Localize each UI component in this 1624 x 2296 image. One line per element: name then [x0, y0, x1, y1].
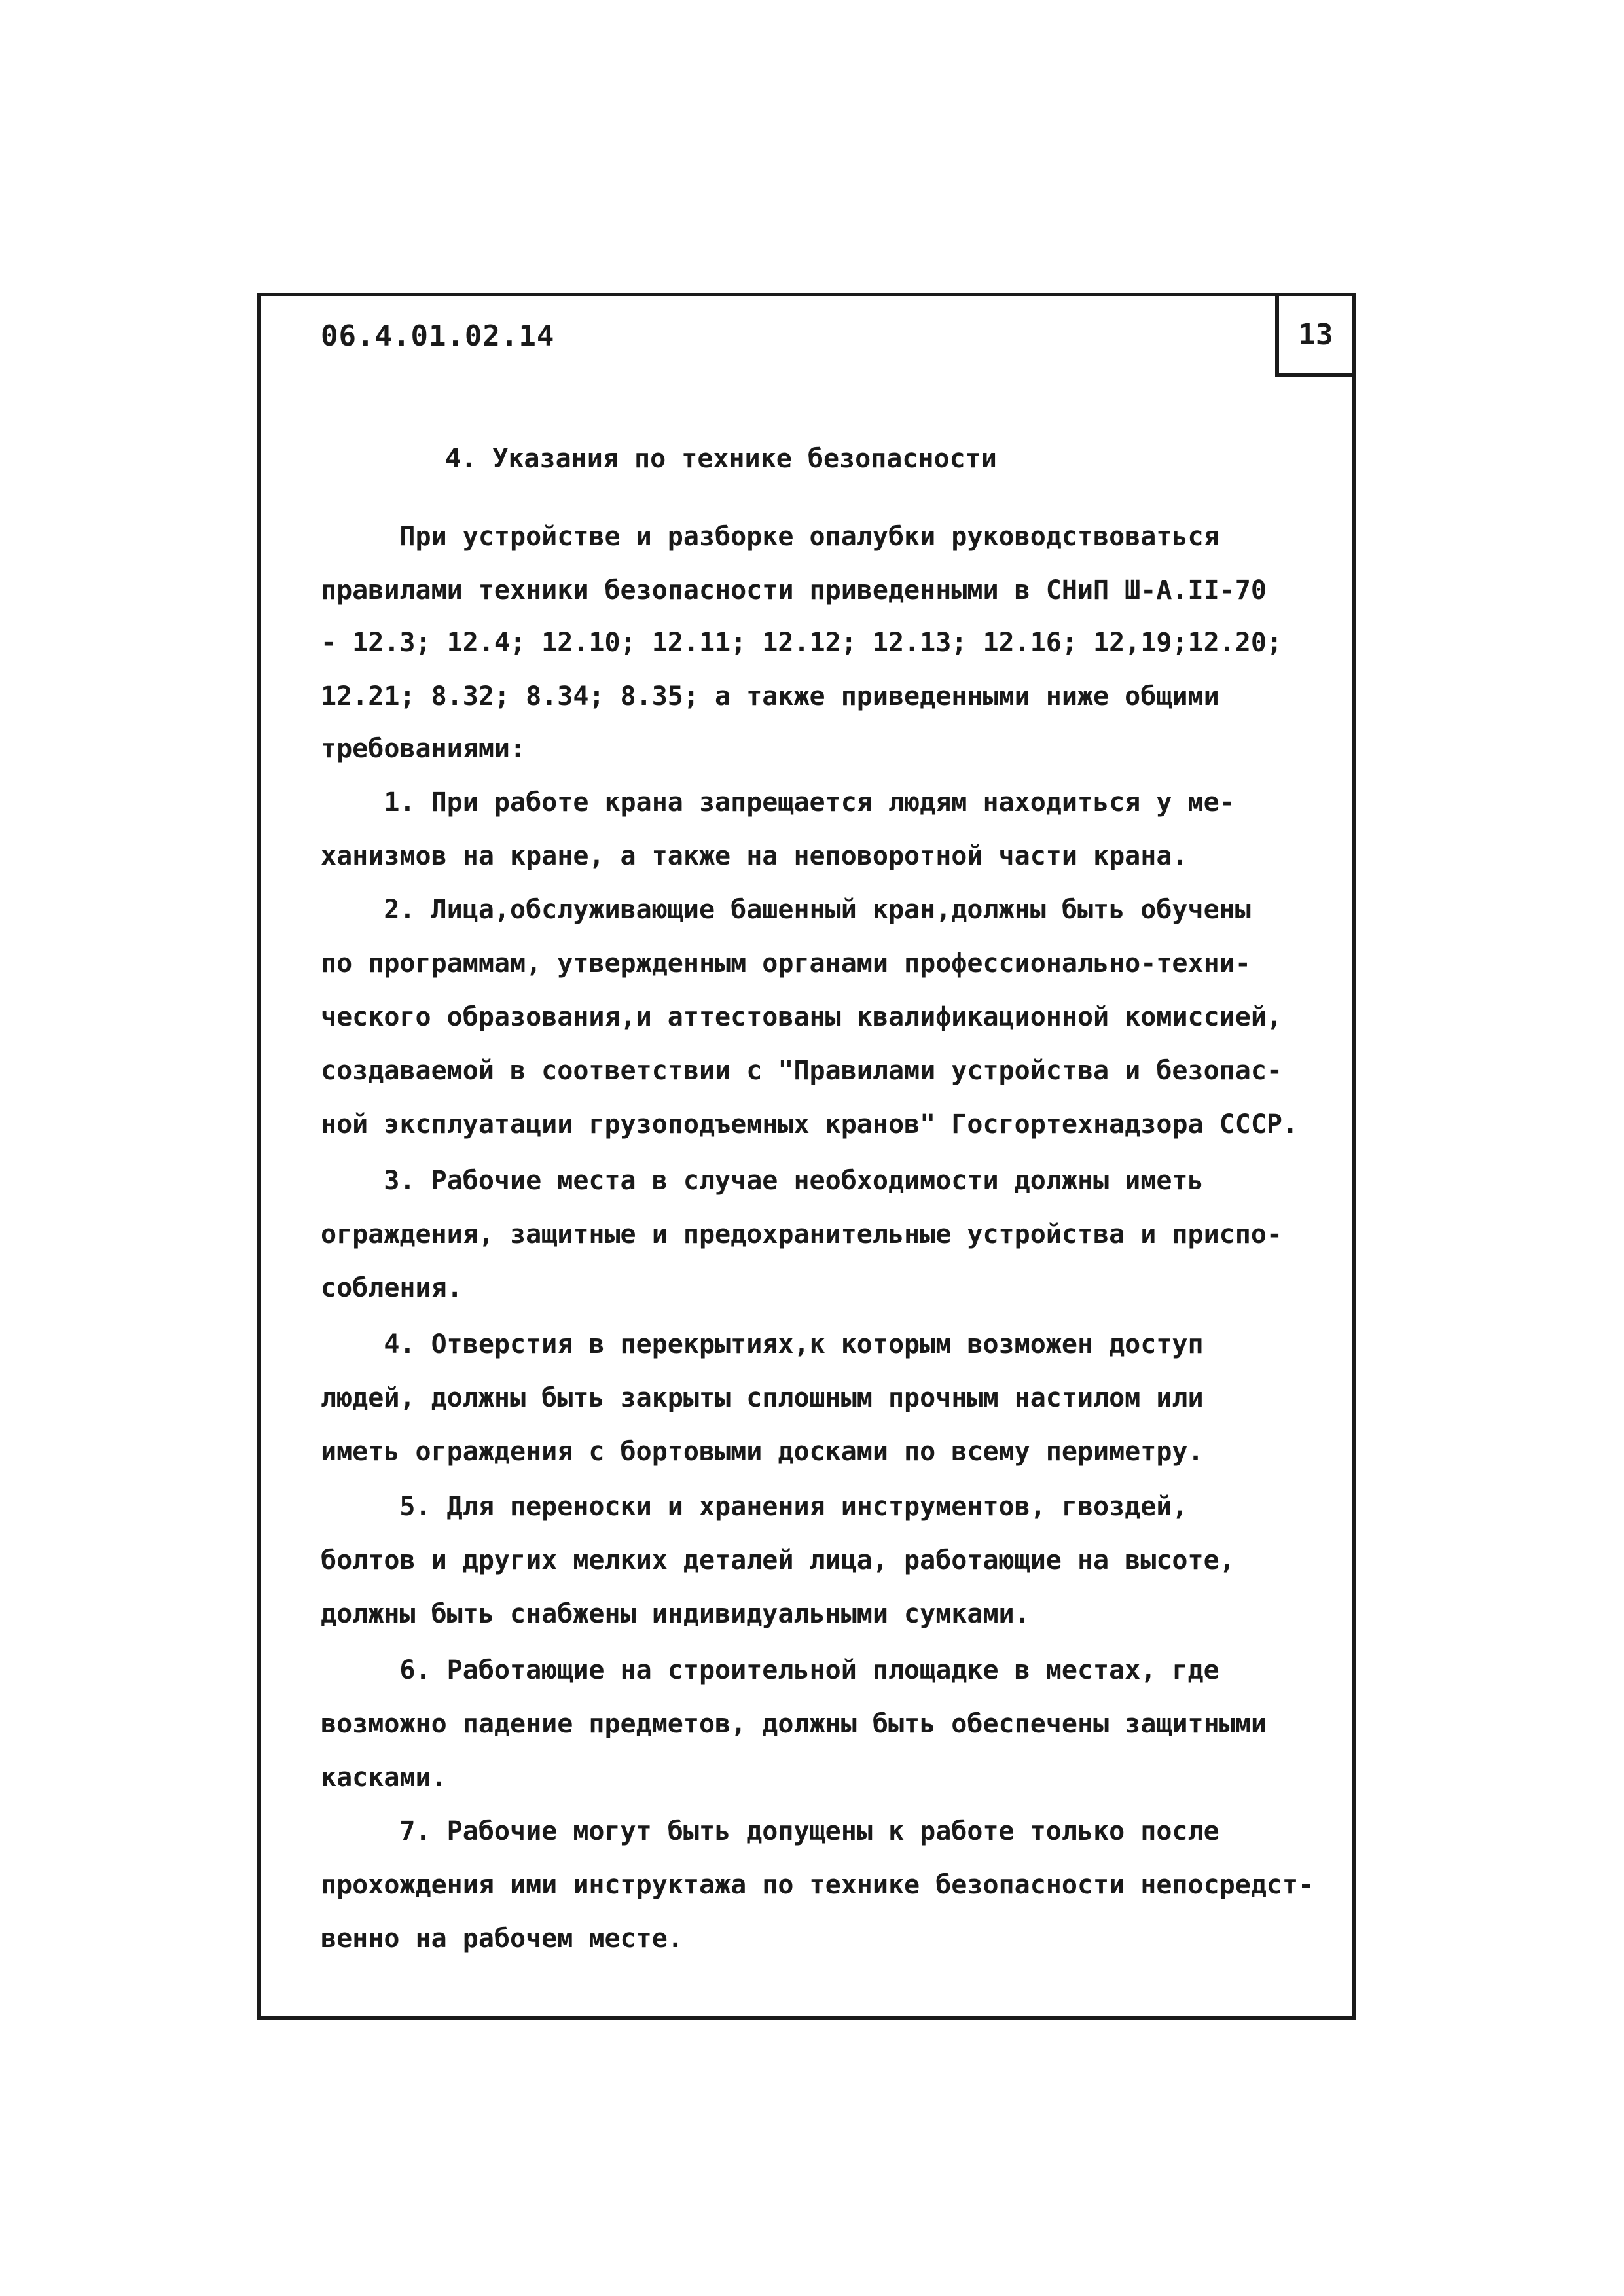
- page-number: 13: [1298, 317, 1333, 351]
- text-line: При устройстве и разборке опалубки руководствоваться: [321, 522, 1219, 552]
- text-line: собления.: [321, 1273, 463, 1303]
- text-line: 3. Рабочие места в случае необходимости должны иметь: [321, 1166, 1204, 1196]
- text-line: касками.: [321, 1763, 447, 1793]
- text-line: - 12.3; 12.4; 12.10; 12.11; 12.12; 12.13; 12.16; 12,19;12.20;: [321, 628, 1283, 658]
- text-line: венно на рабочем месте.: [321, 1924, 683, 1954]
- text-line: 1. При работе крана запрещается людям находиться у ме-: [321, 787, 1235, 817]
- text-line: прохождения ими инструктажа по технике безопасности непосредст-: [321, 1870, 1314, 1900]
- document-code: 06.4.01.02.14: [321, 319, 555, 353]
- text-line: ханизмов на кране, а также на неповоротной части крана.: [321, 841, 1188, 871]
- section-heading: 4. Указания по технике безопасности: [445, 444, 997, 474]
- text-line: 7. Рабочие могут быть допущены к работе только после: [321, 1816, 1219, 1846]
- text-line: возможно падение предметов, должны быть обеспечены защитными: [321, 1709, 1267, 1739]
- page-number-box: [1275, 296, 1352, 377]
- text-line: 2. Лица,обслуживающие башенный кран,должны быть обучены: [321, 895, 1251, 925]
- text-line: 12.21; 8.32; 8.34; 8.35; а также приведенными ниже общими: [321, 681, 1219, 711]
- text-line: должны быть снабжены индивидуальными сумками.: [321, 1599, 1030, 1629]
- text-line: 6. Работающие на строительной площадке в местах, где: [321, 1655, 1219, 1685]
- text-line: по программам, утвержденным органами профессионально-техни-: [321, 948, 1251, 978]
- text-line: ческого образования,и аттестованы квалификационной комиссией,: [321, 1002, 1283, 1032]
- text-line: 4. Отверстия в перекрытиях,к которым возможен доступ: [321, 1329, 1204, 1359]
- text-line: болтов и других мелких деталей лица, работающие на высоте,: [321, 1545, 1235, 1575]
- text-line: требованиями:: [321, 734, 526, 764]
- text-line: 5. Для переноски и хранения инструментов, гвоздей,: [321, 1492, 1188, 1522]
- text-line: ной эксплуатации грузоподъемных кранов" Госгортехнадзора СССР.: [321, 1109, 1299, 1139]
- text-line: правилами техники безопасности приведенными в СНиП Ш-А.II-70: [321, 575, 1267, 605]
- text-line: людей, должны быть закрыты сплошным прочным настилом или: [321, 1383, 1204, 1413]
- text-line: ограждения, защитные и предохранительные устройства и приспо-: [321, 1219, 1283, 1249]
- page-frame: [257, 293, 1356, 2020]
- text-line: создаваемой в соответствии с "Правилами устройства и безопас-: [321, 1056, 1283, 1086]
- text-line: иметь ограждения с бортовыми досками по всему периметру.: [321, 1437, 1204, 1467]
